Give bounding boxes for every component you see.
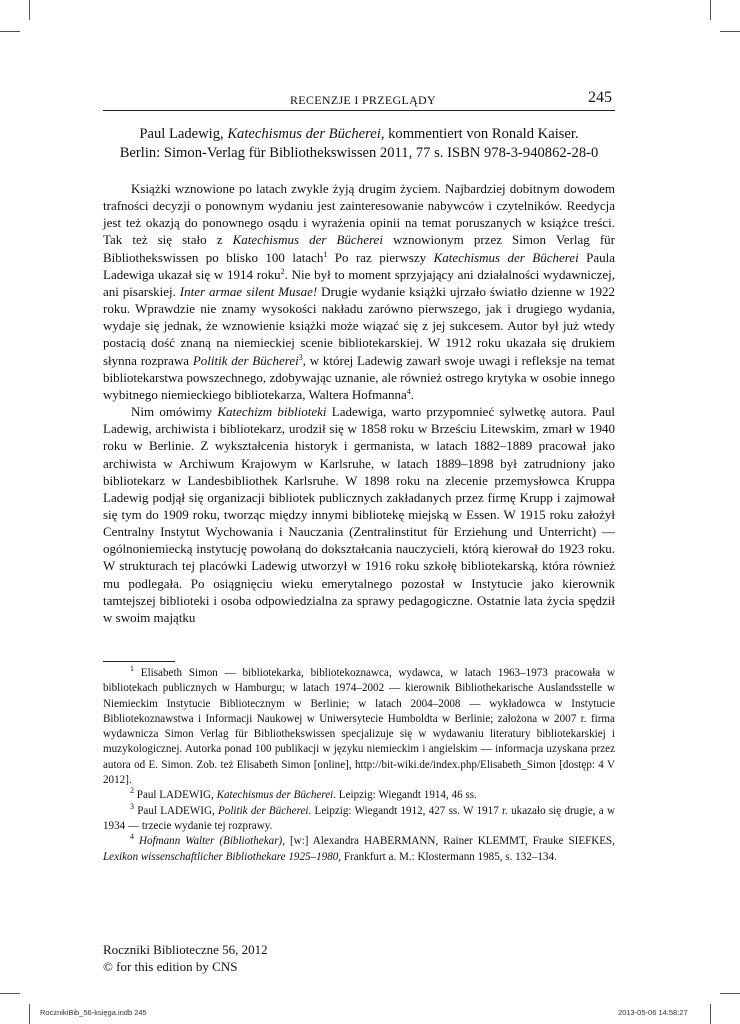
footnote-number: 2 [130,786,134,796]
footnote-1 [103,666,615,788]
page-footer [103,942,268,975]
running-title: RECENZJE I PRZEGLĄDY [290,93,436,107]
italic-title: Katechismus der Bücherei [216,789,334,802]
journal-info: Roczniki Biblioteczne 56, 2012 [103,942,268,957]
crop-mark [0,993,20,994]
text-run: . [410,386,414,402]
footnote-3 [103,801,615,835]
crop-mark [720,993,740,994]
print-slug-timestamp: 2013-05-06 14:58:27 [618,1008,688,1017]
print-slug-file: RocznikiBib_56-księga.indb 245 [40,1008,147,1017]
text-run: wznowionym przez Simon Verlag für Bibliothekswissen po blisko 100 latach [103,232,616,265]
text-run: Nim omówimy [131,404,218,420]
page-number: 245 [588,89,612,106]
crop-mark [710,1004,711,1024]
body-text [103,180,615,626]
crop-mark [710,0,711,20]
crop-mark [29,1004,30,1024]
italic-title: Lexikon wissenschaftlicher Bibliothekare 1925–1980 [103,850,339,863]
footnote-ref: 4 [406,386,411,396]
footnote-2 [103,788,615,803]
italic-title: Katechismus der Bücherei [232,232,383,248]
italic-title: Politik der Bücherei [218,804,309,817]
footnote-text: Paul LADEWIG, [134,804,219,817]
footnote-ref: 1 [323,249,328,259]
footnote-ref: 2 [280,266,285,276]
paragraph-1 [103,180,615,403]
crop-mark [29,0,30,20]
italic-title: Katechismus der Bücherei [433,249,579,265]
italic-title: Politik der Bücherei [192,352,299,368]
review-title-author: Paul Ladewig, [139,126,228,142]
text-run: Po raz pierwszy [327,249,434,265]
footnote-number: 4 [130,832,134,842]
italic-quote: Inter armae silent Musae! [179,283,318,299]
footnote-text: , Frankfurt a. M.: Klostermann 1985, s. 132–134. [338,850,557,863]
footnotes [103,666,615,865]
review-title-publication: Berlin: Simon-Verlag für Bibliothekswissen 2011, 77 s. ISBN 978-3-940862-28-0 [119,145,599,161]
crop-mark [0,31,20,32]
footnote-number: 1 [130,664,134,673]
review-title-editor: , kommentiert von Ronald Kaiser. [380,126,579,142]
text-run: Paula Ladewiga ukazał się w 1914 roku [103,249,616,282]
footnote-text: . Leipzig: Wiegandt 1912, 427 ss. W 1917 r. ukazało się drugie, a w 1934 — trzecie wydanie tej rozprawy. [103,804,615,832]
review-title [103,125,615,163]
italic-title: Katechizm biblioteki [217,404,327,420]
text-run: Ladewiga, warto przypomnieć sylwetkę autora. Paul Ladewig, archiwista i bibliotekarz, urodził się w 1858 roku w Brześciu Litewskim, zmarł w 1940 roku w Berlinie. Z wykształcenia historyk i germanista, w latach 1882–1889 pracował jako archiwista w Archiwum Krajowym w Karlsruhe, w latach 1889–1898 był zatrudniony jako bibliotekarz w Landesbibliothek Karlsruhe. W 1898 roku na zlecenie przemysłowca Kruppa Ladewig podjął się organizacji bibliotek publicznych zakładanych przez firmę Krupp i zajmował się tym do 1909 roku, tworząc między innymi bibliotekę miejską w Essen. W 1915 roku założył Centralny Instytut Wychowania i Nauczania (Zentralinstitut für Erziehung und Unterricht) — ogólnoniemiecką instytucję powołaną do dokształcania nauczycieli, którą kierował do 1923 roku. W strukturach tej placówki Ladewig utworzył w 1916 roku szkołę bibliotekarską, która również mu podlegała. Po osiągnięciu wieku emerytalnego pozostał w Instytucie jako kierownik tamtejszej biblioteki i osoba odpowiedzialna za sprawy pedagogiczne. Ostatnie lata życia spędził w swoim majątku [103,404,615,625]
footnote-ref: 3 [298,352,303,362]
copyright-notice: © for this edition by CNS [103,958,238,974]
text-run: , w której Ladewig zawarł swoje uwagi i refleksje na temat bibliotekarstwa powszechnego, zdobywając uznanie, ale również ostrego krytyka w osobie innego wybitnego niemieckiego bibliotekarza, Waltera Hofmanna [103,352,615,402]
text-run: . Nie był to moment sprzyjający ani działalności wydawniczej, ani pisarskiej. [103,266,615,299]
footnote-text: Elisabeth Simon — bibliotekarka, bibliotekoznawca, wydawca, w latach 1963–1973 pracowała w bibliotekach publicznych w Hamburgu; w latach 1974–2002 — kierownik Bibliothekarische Auslandsstelle w Niemieckim Instytucie Bibliotecznym w Berlinie; w latach 2004–2008 — wykładowca w Instytucie Bibliotekoznawstwa i Informacji Naukowej w Uniwersytecie Humboldta w Berlinie; założona w 2007 r. firma wydawnicza Simon Verlag für Bibliothekswissen specjalizuje się w wydawaniu literatury bibliotekarskiej i muzykologicznej. Autorka ponad 100 publikacji w języku niemieckim i angielskim — informacja uzyskana przez autora od E. Simon. Zob. też Elisabeth Simon [online], http://bit-wiki.de/index.php/Elisabeth_Simon [dostęp: 4 V 2012]. [103,667,615,787]
paragraph-2 [103,403,615,626]
footnote-text: , [w:] Alexandra HABERMANN, Rainer KLEMMT, Frauke SIEFKES, [282,835,615,848]
text-run: Drugie wydanie książki ujrzało światło dzienne w 1922 roku. Wprawdzie nie znamy wysokości nakładu zarówno pierwszego, jak i drugiego wydania, wydaje się jednak, że wznowienie książki może wiązać się z jej sukcesem. Autor był już wtedy postacią dość znaną na niemieckiej scenie bibliotekarskiej. W 1912 roku ukazała się drukiem słynna rozprawa [103,283,615,368]
footnote-rule [103,661,175,662]
crop-mark [720,31,740,32]
header-rule [103,110,615,111]
footnote-number: 3 [130,801,134,811]
review-title-book: Katechismus der Bücherei [227,126,381,142]
footnote-text: . Leipzig: Wiegandt 1914, 46 ss. [333,789,477,802]
footnote-text: Paul LADEWIG, [134,789,217,802]
text-run: Książki wznowione po latach zwykle żyją drugim życiem. Najbardziej dobitnym dowodem trafności decyzji o ponownym wydaniu jest zainteresowanie nabywców i czytelników. Reedycja jest też okazją do ponownego osądu i wyrażenia opinii na temat poruszanych w książce treści. Tak też się stało z [103,181,615,248]
italic-title: Hofmann Walter (Bibliothekar) [138,835,283,848]
footnote-4 [103,834,615,865]
